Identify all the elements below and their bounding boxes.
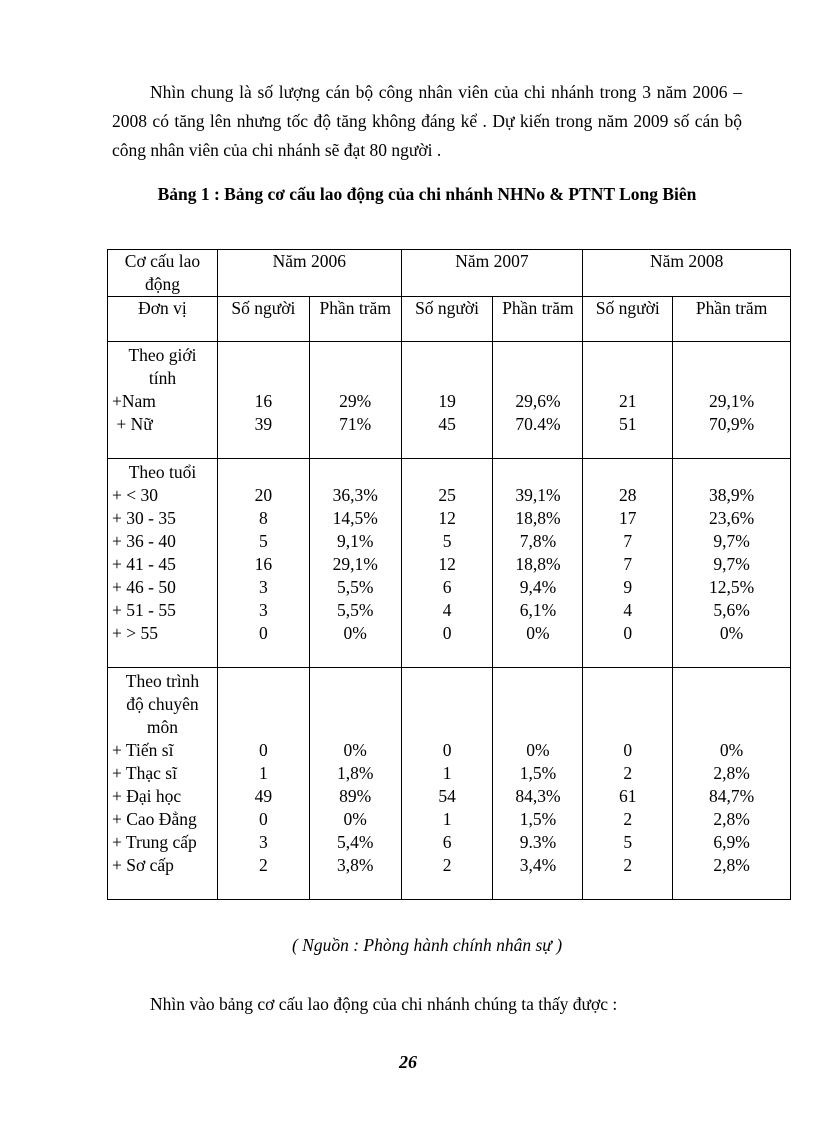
spacer-line	[314, 367, 397, 390]
table-cell-value: 1	[258, 763, 268, 783]
table-cell-value: 49	[254, 786, 273, 806]
table-cell-value: 3	[258, 832, 268, 852]
table-cell-value: 0%	[343, 809, 367, 829]
spacer-line	[677, 670, 786, 693]
table-cell-value: 1	[442, 763, 452, 783]
spacer-line	[222, 461, 305, 484]
spacer-line	[497, 693, 578, 716]
table-cell-value: 19	[438, 391, 456, 411]
table-cell-value: 12,5%	[708, 577, 755, 597]
header-col: Phần trăm	[493, 297, 583, 342]
spacer-line	[587, 367, 668, 390]
row-label: + Tiến sĩ	[112, 740, 174, 760]
table-cell-value: 18,8%	[515, 554, 561, 574]
table-cell-value: 2,8%	[713, 763, 750, 783]
table-cell-value: 25	[438, 485, 456, 505]
table-cell-value: 4	[623, 600, 633, 620]
header-col: Số người	[401, 297, 493, 342]
table-cell-value: 3,4%	[519, 855, 557, 875]
table-cell-value: 7,8%	[519, 531, 557, 551]
table-cell-value: 54	[438, 786, 456, 806]
spacer-line	[497, 344, 578, 367]
table-cell-value: 2	[258, 855, 268, 875]
row-label: + Sơ cấp	[112, 855, 174, 875]
section-value-cell	[583, 459, 673, 668]
spacer-line	[406, 693, 489, 716]
table-cell-value: 3	[258, 577, 268, 597]
table-cell-value: 6,9%	[713, 832, 750, 852]
header-year-2006: Năm 2006	[217, 250, 401, 297]
table-cell-value: 9,1%	[336, 531, 374, 551]
table-cell-value: 70,9%	[708, 414, 755, 434]
spacer-line	[314, 461, 397, 484]
header-structure-label: Cơ cấu lao động	[108, 250, 218, 297]
spacer-line	[406, 367, 489, 390]
table-cell-value: 39,1%	[515, 485, 561, 505]
table-cell-value: 0	[258, 623, 268, 643]
table-cell-value: 18,8%	[515, 508, 561, 528]
labor-structure-table	[107, 249, 791, 900]
table-cell-value: 5	[442, 531, 452, 551]
row-label: + Thạc sĩ	[112, 763, 177, 783]
table-cell-value: 0	[623, 740, 633, 760]
spacer-line	[587, 670, 668, 693]
table-cell-value: 16	[254, 391, 273, 411]
table-cell-value: 29,1%	[708, 391, 755, 411]
table-cell-value: 6	[442, 577, 452, 597]
table-cell-value: 28	[619, 485, 637, 505]
table-cell-value: 9	[623, 577, 633, 597]
source-note: ( Nguồn : Phòng hành chính nhân sự )	[291, 935, 563, 955]
table-cell-value: 2	[623, 855, 633, 875]
row-label: + 46 - 50	[112, 577, 176, 597]
table-cell-value: 3,8%	[336, 855, 374, 875]
table-cell-value: 89%	[339, 786, 372, 806]
section-title-line: độ chuyên	[126, 694, 199, 714]
table-cell-value: 17	[619, 508, 637, 528]
table-cell-value: 8	[258, 508, 268, 528]
section-label-cell	[108, 342, 218, 459]
row-label: + 51 - 55	[112, 600, 176, 620]
header-col: Phần trăm	[309, 297, 401, 342]
header-unit-label: Đơn vị	[108, 297, 218, 342]
table-cell-value: 0%	[719, 740, 744, 760]
header-col: Số người	[217, 297, 309, 342]
spacer-line	[587, 344, 668, 367]
table-cell-value: 0%	[526, 623, 550, 643]
table-cell-value: 5,4%	[336, 832, 374, 852]
table-header-row-units	[108, 297, 791, 342]
table-cell-value: 84,3%	[515, 786, 561, 806]
table-cell-value: 6	[442, 832, 452, 852]
table-cell-value: 5,6%	[713, 600, 750, 620]
table-cell-value: 1,5%	[519, 763, 557, 783]
spacer-line	[406, 670, 489, 693]
table-cell-value: 45	[438, 414, 456, 434]
section-value-cell	[217, 668, 309, 900]
table-cell-value: 1,8%	[336, 763, 374, 783]
section-title-line: môn	[146, 717, 179, 737]
section-title-line: Theo giới	[128, 345, 197, 365]
table-cell-value: 21	[619, 391, 637, 411]
section-value-cell	[583, 668, 673, 900]
spacer-line	[314, 693, 397, 716]
section-value-cell	[309, 342, 401, 459]
spacer-line	[677, 716, 786, 739]
row-label: + Đại học	[112, 786, 182, 806]
table-cell-value: 20	[254, 485, 273, 505]
row-label: + 30 - 35	[112, 508, 176, 528]
table-cell-value: 29,1%	[332, 554, 378, 574]
table-cell-value: 70.4%	[515, 414, 561, 434]
spacer-line	[406, 461, 489, 484]
table-cell-value: 29%	[339, 391, 372, 411]
spacer-line	[677, 461, 786, 484]
table-cell-value: 4	[442, 600, 452, 620]
header-year-2007: Năm 2007	[401, 250, 583, 297]
table-cell-value: 3	[258, 600, 268, 620]
table-cell-value: 1,5%	[519, 809, 557, 829]
spacer-line	[587, 693, 668, 716]
table-cell-value: 9.3%	[519, 832, 557, 852]
header-year-2008: Năm 2008	[583, 250, 791, 297]
table-cell-value: 0	[442, 623, 452, 643]
table-cell-value: 14,5%	[332, 508, 378, 528]
table-cell-value: 12	[438, 508, 456, 528]
section-value-cell	[673, 342, 791, 459]
table-cell-value: 29,6%	[515, 391, 561, 411]
spacer-line	[406, 716, 489, 739]
table-cell-value: 0%	[343, 623, 367, 643]
table-cell-value: 2,8%	[713, 855, 750, 875]
spacer-line	[314, 670, 397, 693]
spacer-line	[677, 367, 786, 390]
header-col: Phần trăm	[673, 297, 791, 342]
table-cell-value: 2	[442, 855, 452, 875]
table-cell-value: 0	[623, 623, 633, 643]
spacer-line	[587, 461, 668, 484]
table-cell-value: 7	[623, 554, 633, 574]
table-cell-value: 23,6%	[708, 508, 755, 528]
row-label: + Cao Đẳng	[112, 809, 197, 829]
table-caption: Bảng 1 : Bảng cơ cấu lao động của chi nhánh NHNo & PTNT Long Biên	[157, 184, 697, 204]
table-cell-value: 12	[438, 554, 456, 574]
table-cell-value: 71%	[339, 414, 372, 434]
table-cell-value: 9,4%	[519, 577, 557, 597]
table-cell-value: 51	[619, 414, 637, 434]
section-value-cell	[583, 342, 673, 459]
spacer-line	[677, 693, 786, 716]
section-value-cell	[401, 668, 493, 900]
table-cell-value: 7	[623, 531, 633, 551]
table-section-row	[108, 459, 791, 668]
table-section-row	[108, 668, 791, 900]
spacer-line	[497, 670, 578, 693]
table-cell-value: 36,3%	[332, 485, 378, 505]
spacer-line	[587, 716, 668, 739]
spacer-line	[406, 344, 489, 367]
table-cell-value: 84,7%	[708, 786, 755, 806]
spacer-line	[222, 367, 305, 390]
spacer-line	[497, 716, 578, 739]
table-cell-value: 6,1%	[519, 600, 557, 620]
table-cell-value: 38,9%	[708, 485, 755, 505]
table-cell-value: 9,7%	[713, 554, 750, 574]
spacer-line	[222, 670, 305, 693]
row-label: + 41 - 45	[112, 554, 176, 574]
table-cell-value: 5	[623, 832, 633, 852]
table-cell-value: 5	[258, 531, 268, 551]
section-value-cell	[217, 342, 309, 459]
spacer-line	[497, 367, 578, 390]
table-cell-value: 0	[442, 740, 452, 760]
section-value-cell	[401, 342, 493, 459]
header-col: Số người	[583, 297, 673, 342]
table-cell-value: 61	[619, 786, 637, 806]
section-value-cell	[673, 459, 791, 668]
table-cell-value: 0	[258, 740, 268, 760]
section-value-cell	[217, 459, 309, 668]
section-value-cell	[309, 668, 401, 900]
spacer-line	[497, 461, 578, 484]
row-label: + Trung cấp	[112, 832, 197, 852]
table-cell-value: 2	[623, 763, 633, 783]
table-cell-value: 0%	[719, 623, 744, 643]
table-cell-value: 1	[442, 809, 452, 829]
table-cell-value: 9,7%	[713, 531, 750, 551]
spacer-line	[314, 344, 397, 367]
page-number: 26	[399, 1052, 417, 1072]
row-label: + 36 - 40	[112, 531, 176, 551]
table-section-row	[108, 342, 791, 459]
spacer-line	[222, 693, 305, 716]
intro-paragraph: Nhìn chung là số lượng cán bộ công nhân viên của chi nhánh trong 3 năm 2006 – 2008 có tăng lên nhưng tốc độ tăng không đáng kể . Dự kiến trong năm 2009 số cán bộ công nhân viên của chi nhánh sẽ đạt 80 người .	[112, 82, 742, 160]
spacer-line	[222, 716, 305, 739]
section-value-cell	[309, 459, 401, 668]
table-cell-value: 2	[623, 809, 633, 829]
section-label-cell	[108, 668, 218, 900]
section-value-cell	[401, 459, 493, 668]
conclusion-paragraph: Nhìn vào bảng cơ cấu lao động của chi nhánh chúng ta thấy được :	[150, 994, 618, 1014]
spacer-line	[314, 716, 397, 739]
row-label: + > 55	[112, 623, 158, 643]
table-cell-value: 39	[254, 414, 273, 434]
row-label: + Nữ	[112, 414, 153, 434]
table-cell-value: 5,5%	[336, 577, 374, 597]
table-cell-value: 5,5%	[336, 600, 374, 620]
spacer-line	[222, 344, 305, 367]
table-cell-value: 0%	[343, 740, 367, 760]
section-label-cell	[108, 459, 218, 668]
section-title-line: Theo tuổi	[128, 462, 197, 482]
row-label: + < 30	[112, 485, 158, 505]
table-cell-value: 2,8%	[713, 809, 750, 829]
row-label: +Nam	[112, 391, 156, 411]
section-value-cell	[493, 668, 583, 900]
table-cell-value: 16	[254, 554, 273, 574]
section-value-cell	[493, 342, 583, 459]
table-cell-value: 0	[258, 809, 268, 829]
table-cell-value: 0%	[526, 740, 550, 760]
section-value-cell	[673, 668, 791, 900]
section-title-line: tính	[148, 368, 177, 388]
table-header-row-years	[108, 250, 791, 297]
section-value-cell	[493, 459, 583, 668]
section-title-line: Theo trình	[125, 671, 200, 691]
spacer-line	[677, 344, 786, 367]
